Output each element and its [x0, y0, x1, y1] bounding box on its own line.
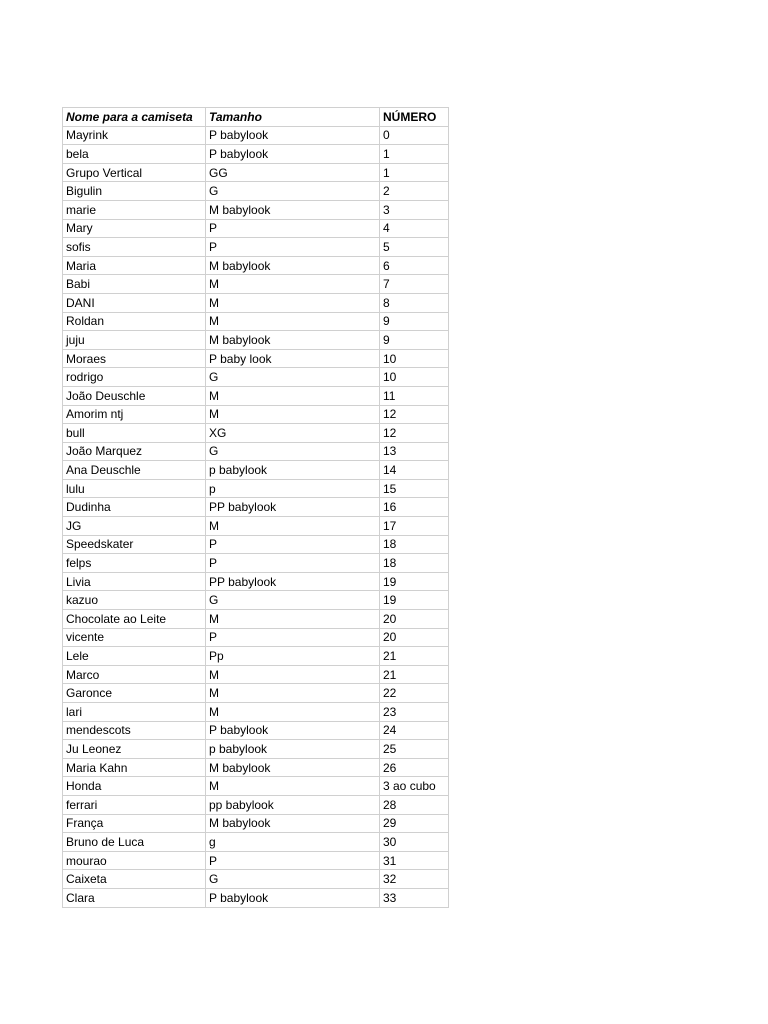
cell-name: Garonce	[63, 684, 206, 703]
cell-name: Livia	[63, 572, 206, 591]
table-row	[63, 814, 449, 833]
cell-size: M	[206, 312, 380, 331]
cell-number: 12	[380, 424, 449, 443]
cell-name: bela	[63, 145, 206, 164]
table-row	[63, 833, 449, 852]
table-row	[63, 610, 449, 629]
table-row	[63, 368, 449, 387]
cell-name: mourao	[63, 851, 206, 870]
cell-name: Bruno de Luca	[63, 833, 206, 852]
cell-size: P babylook	[206, 126, 380, 145]
table-row	[63, 163, 449, 182]
header-number: NÚMERO	[380, 108, 449, 127]
cell-size: P babylook	[206, 888, 380, 907]
cell-name: Maria Kahn	[63, 758, 206, 777]
table-row	[63, 275, 449, 294]
cell-number: 25	[380, 740, 449, 759]
cell-number: 32	[380, 870, 449, 889]
cell-number: 3 ao cubo	[380, 777, 449, 796]
cell-number: 11	[380, 386, 449, 405]
cell-number: 21	[380, 647, 449, 666]
cell-size: pp babylook	[206, 795, 380, 814]
cell-number: 9	[380, 331, 449, 350]
table-row	[63, 424, 449, 443]
table-row	[63, 572, 449, 591]
cell-size: P	[206, 535, 380, 554]
cell-size: P	[206, 554, 380, 573]
table-row	[63, 721, 449, 740]
cell-number: 8	[380, 293, 449, 312]
cell-size: M babylook	[206, 331, 380, 350]
cell-number: 23	[380, 703, 449, 722]
table-row	[63, 517, 449, 536]
header-row	[63, 108, 449, 127]
cell-number: 2	[380, 182, 449, 201]
cell-name: Ju Leonez	[63, 740, 206, 759]
header-name: Nome para a camiseta	[63, 108, 206, 127]
table-row	[63, 312, 449, 331]
cell-number: 0	[380, 126, 449, 145]
table-row	[63, 331, 449, 350]
cell-name: juju	[63, 331, 206, 350]
table-row	[63, 591, 449, 610]
table-row	[63, 256, 449, 275]
table-row	[63, 647, 449, 666]
cell-number: 31	[380, 851, 449, 870]
cell-name: bull	[63, 424, 206, 443]
cell-size: G	[206, 591, 380, 610]
cell-number: 17	[380, 517, 449, 536]
cell-name: João Marquez	[63, 442, 206, 461]
table-row	[63, 126, 449, 145]
cell-size: p babylook	[206, 461, 380, 480]
cell-size: G	[206, 182, 380, 201]
table-row	[63, 182, 449, 201]
table-row	[63, 349, 449, 368]
cell-name: Caixeta	[63, 870, 206, 889]
table-row	[63, 386, 449, 405]
cell-size: M	[206, 405, 380, 424]
cell-number: 10	[380, 349, 449, 368]
cell-name: Clara	[63, 888, 206, 907]
cell-name: Mary	[63, 219, 206, 238]
table-row	[63, 442, 449, 461]
table-row	[63, 200, 449, 219]
cell-number: 19	[380, 572, 449, 591]
cell-number: 20	[380, 628, 449, 647]
cell-number: 24	[380, 721, 449, 740]
cell-name: ferrari	[63, 795, 206, 814]
cell-size: g	[206, 833, 380, 852]
cell-size: M babylook	[206, 200, 380, 219]
table-row	[63, 405, 449, 424]
cell-number: 16	[380, 498, 449, 517]
table-row	[63, 851, 449, 870]
cell-number: 18	[380, 554, 449, 573]
cell-size: PP babylook	[206, 498, 380, 517]
cell-number: 12	[380, 405, 449, 424]
cell-size: p babylook	[206, 740, 380, 759]
cell-size: P babylook	[206, 145, 380, 164]
table-body	[63, 126, 449, 907]
table-row	[63, 535, 449, 554]
cell-name: Speedskater	[63, 535, 206, 554]
cell-number: 1	[380, 145, 449, 164]
cell-name: Amorim ntj	[63, 405, 206, 424]
cell-name: Roldan	[63, 312, 206, 331]
cell-number: 14	[380, 461, 449, 480]
table-row	[63, 665, 449, 684]
cell-name: mendescots	[63, 721, 206, 740]
cell-name: Ana Deuschle	[63, 461, 206, 480]
table-row	[63, 703, 449, 722]
cell-size: G	[206, 870, 380, 889]
cell-number: 7	[380, 275, 449, 294]
cell-size: M	[206, 517, 380, 536]
table-row	[63, 219, 449, 238]
cell-size: P baby look	[206, 349, 380, 368]
table-row	[63, 498, 449, 517]
table-row	[63, 145, 449, 164]
cell-number: 6	[380, 256, 449, 275]
shirt-order-table	[62, 107, 449, 908]
cell-name: Marco	[63, 665, 206, 684]
cell-size: P babylook	[206, 721, 380, 740]
cell-name: marie	[63, 200, 206, 219]
cell-size: M	[206, 777, 380, 796]
cell-size: Pp	[206, 647, 380, 666]
cell-size: M babylook	[206, 814, 380, 833]
table-row	[63, 461, 449, 480]
cell-size: p	[206, 479, 380, 498]
cell-number: 19	[380, 591, 449, 610]
cell-size: P	[206, 628, 380, 647]
cell-name: Babi	[63, 275, 206, 294]
cell-size: M	[206, 684, 380, 703]
cell-size: M	[206, 275, 380, 294]
table-row	[63, 554, 449, 573]
cell-size: GG	[206, 163, 380, 182]
cell-number: 26	[380, 758, 449, 777]
table-row	[63, 293, 449, 312]
cell-number: 1	[380, 163, 449, 182]
cell-number: 20	[380, 610, 449, 629]
table-row	[63, 870, 449, 889]
cell-size: M babylook	[206, 256, 380, 275]
cell-size: M	[206, 665, 380, 684]
cell-number: 22	[380, 684, 449, 703]
table-row	[63, 888, 449, 907]
cell-size: M	[206, 610, 380, 629]
cell-name: DANI	[63, 293, 206, 312]
cell-name: Dudinha	[63, 498, 206, 517]
cell-name: lari	[63, 703, 206, 722]
table-row	[63, 740, 449, 759]
cell-number: 28	[380, 795, 449, 814]
cell-size: G	[206, 442, 380, 461]
cell-name: kazuo	[63, 591, 206, 610]
table-row	[63, 479, 449, 498]
cell-number: 5	[380, 238, 449, 257]
cell-name: lulu	[63, 479, 206, 498]
cell-name: Chocolate ao Leite	[63, 610, 206, 629]
cell-name: sofis	[63, 238, 206, 257]
cell-size: M	[206, 703, 380, 722]
cell-name: JG	[63, 517, 206, 536]
cell-name: vicente	[63, 628, 206, 647]
cell-size: P	[206, 238, 380, 257]
cell-number: 18	[380, 535, 449, 554]
cell-name: Grupo Vertical	[63, 163, 206, 182]
cell-name: rodrigo	[63, 368, 206, 387]
cell-size: XG	[206, 424, 380, 443]
cell-name: Mayrink	[63, 126, 206, 145]
cell-number: 13	[380, 442, 449, 461]
cell-number: 9	[380, 312, 449, 331]
cell-name: França	[63, 814, 206, 833]
cell-number: 21	[380, 665, 449, 684]
table-row	[63, 758, 449, 777]
table-row	[63, 238, 449, 257]
cell-name: felps	[63, 554, 206, 573]
cell-size: M	[206, 293, 380, 312]
cell-size: P	[206, 851, 380, 870]
cell-size: P	[206, 219, 380, 238]
table-row	[63, 795, 449, 814]
cell-name: Honda	[63, 777, 206, 796]
cell-size: G	[206, 368, 380, 387]
cell-size: M babylook	[206, 758, 380, 777]
cell-name: Maria	[63, 256, 206, 275]
cell-size: PP babylook	[206, 572, 380, 591]
header-size: Tamanho	[206, 108, 380, 127]
cell-number: 10	[380, 368, 449, 387]
cell-name: Moraes	[63, 349, 206, 368]
table-row	[63, 777, 449, 796]
cell-number: 4	[380, 219, 449, 238]
table-row	[63, 628, 449, 647]
table-row	[63, 684, 449, 703]
cell-number: 33	[380, 888, 449, 907]
cell-name: Lele	[63, 647, 206, 666]
cell-number: 30	[380, 833, 449, 852]
cell-name: João Deuschle	[63, 386, 206, 405]
cell-number: 29	[380, 814, 449, 833]
cell-size: M	[206, 386, 380, 405]
cell-number: 3	[380, 200, 449, 219]
cell-name: Bigulin	[63, 182, 206, 201]
cell-number: 15	[380, 479, 449, 498]
